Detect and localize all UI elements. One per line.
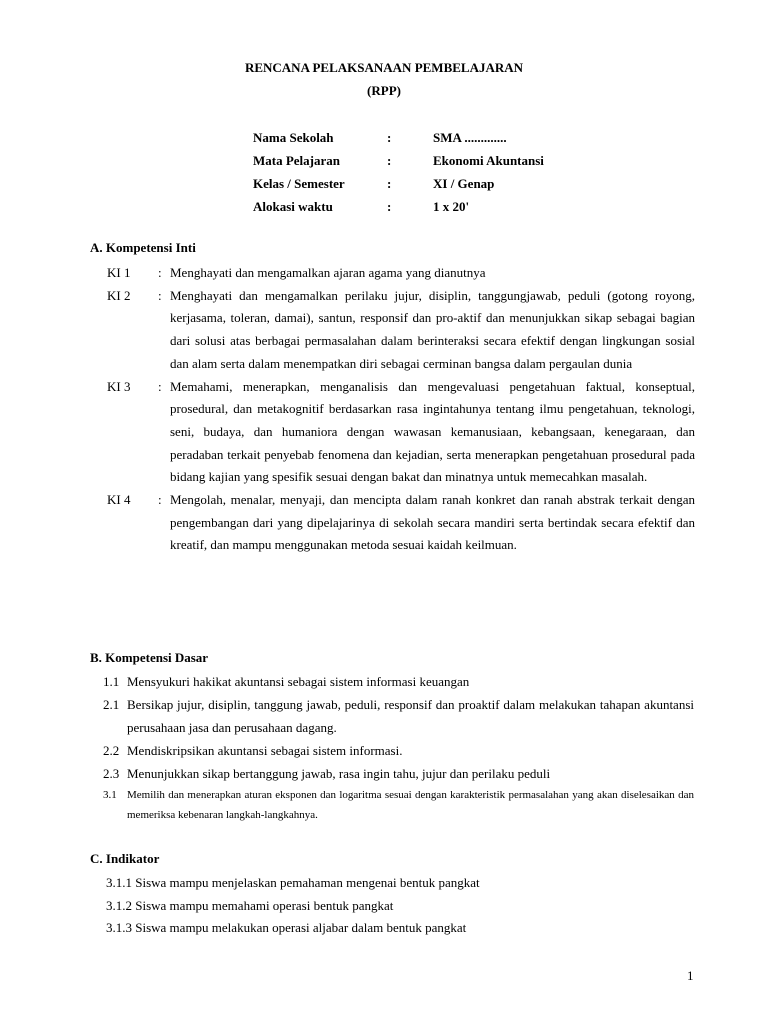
document-subtitle: (RPP) <box>367 83 401 98</box>
ki-separator: : <box>158 265 162 280</box>
indikator-list <box>106 872 480 940</box>
ki-separator: : <box>158 287 162 303</box>
ki-text: Memahami, menerapkan, menganalisis dan mengevaluasi pengetahuan faktual, konseptual, prosedural, dan metakognitif berdasarkan rasa ingintahunya tentang ilmu pengetahuan, teknologi, seni, budaya, dan humaniora dengan wawasan kemanusiaan, kebangsaan, kenegaraan, dan peradaban terkait penyebab fenomena dan kejadian, serta menerapkan pengetahuan prosedural pada bidang kajian yang spesifik sesuai dengan bakat dan minatnya untuk memecahkan masalah. <box>170 378 695 485</box>
ki-text: Mengolah, menalar, menyaji, dan mencipta dalam ranah konkret dan ranah abstrak terkait dengan pengembangan dari yang dipelajarinya di sekolah secara mandiri serta bertindak secara efektif dan kreatif, dan mampu menggunakan metoda sesuai kaidah keilmuan. <box>170 492 695 553</box>
info-colon: : <box>387 130 392 145</box>
kd-number: 2.1 <box>103 697 120 712</box>
info-value: SMA ............. <box>433 130 507 145</box>
ki-text: Menghayati dan mengamalkan ajaran agama yang dianutnya <box>170 265 486 280</box>
list-item <box>103 762 694 785</box>
ki-code: KI 4 <box>107 492 131 508</box>
list-item <box>107 489 695 557</box>
ki-separator: : <box>158 378 162 394</box>
kd-text: Menunjukkan sikap bertanggung jawab, rasa ingin tahu, jujur dan perilaku peduli <box>127 766 551 781</box>
section-heading-indikator: C. Indikator <box>90 851 160 866</box>
info-colon: : <box>387 153 392 168</box>
ki-code: KI 2 <box>107 287 131 303</box>
list-item <box>103 785 694 825</box>
ki-code: KI 1 <box>107 265 131 280</box>
info-value: XI / Genap <box>433 176 495 191</box>
kd-text: Mensyukuri hakikat akuntansi sebagai sistem informasi keuangan <box>127 674 470 689</box>
kd-number: 2.2 <box>103 743 120 758</box>
kd-text: Mendiskripsikan akuntansi sebagai sistem informasi. <box>127 743 403 758</box>
ki-separator: : <box>158 492 162 508</box>
list-item <box>107 285 695 376</box>
ki-code: KI 3 <box>107 378 131 394</box>
kd-text: Memilih dan menerapkan aturan eksponen dan logaritma sesuai dengan karakteristik permasalahan yang akan diselesaikan dan memeriksa kebenaran langkah-langkahnya. <box>127 789 694 821</box>
list-item <box>103 693 694 739</box>
info-colon: : <box>387 176 392 191</box>
kompetensi-dasar-list <box>103 670 694 825</box>
kd-number: 3.1 <box>103 789 117 801</box>
info-label: Kelas / Semester <box>253 176 345 191</box>
info-value: Ekonomi Akuntansi <box>433 153 544 168</box>
info-label: Mata Pelajaran <box>253 153 341 168</box>
list-item: 3.1.2 Siswa mampu memahami operasi bentuk pangkat <box>106 897 394 913</box>
info-label: Nama Sekolah <box>253 130 334 145</box>
list-item: 3.1.3 Siswa mampu melakukan operasi aljabar dalam bentuk pangkat <box>106 920 467 935</box>
kd-number: 1.1 <box>103 674 120 689</box>
kd-text: Bersikap jujur, disiplin, tanggung jawab, peduli, responsif dan proaktif dalam melakukan tahapan akuntansi perusahaan jasa dan perusahaan dagang. <box>127 697 694 735</box>
ki-text: Menghayati dan mengamalkan perilaku jujur, disiplin, tanggungjawab, peduli (gotong royong, kerjasama, toleran, damai), santun, responsif dan pro-aktif dan menunjukkan sikap sebagai bagian dari solusi atas berbagai permasalahan dalam berinteraksi secara efektif dengan lingkungan sosial dan alam serta dalam menempatkan diri sebagai cerminan bangsa dalam pergaulan dunia <box>170 287 695 371</box>
list-item <box>103 739 694 762</box>
list-item <box>107 376 695 490</box>
section-heading-kompetensi-inti: A. Kompetensi Inti <box>90 240 196 255</box>
info-colon: : <box>387 199 392 214</box>
document-title: RENCANA PELAKSANAAN PEMBELAJARAN <box>244 60 524 75</box>
kompetensi-inti-list <box>107 262 695 557</box>
list-item <box>107 262 695 285</box>
list-item: 3.1.1 Siswa mampu menjelaskan pemahaman mengenai bentuk pangkat <box>106 875 480 890</box>
section-heading-kompetensi-dasar: B. Kompetensi Dasar <box>90 650 209 665</box>
page-number: 1 <box>687 968 694 983</box>
kd-number: 2.3 <box>103 766 120 781</box>
info-label: Alokasi waktu <box>253 199 333 214</box>
info-value: 1 x 20' <box>433 199 470 214</box>
list-item <box>103 670 694 693</box>
